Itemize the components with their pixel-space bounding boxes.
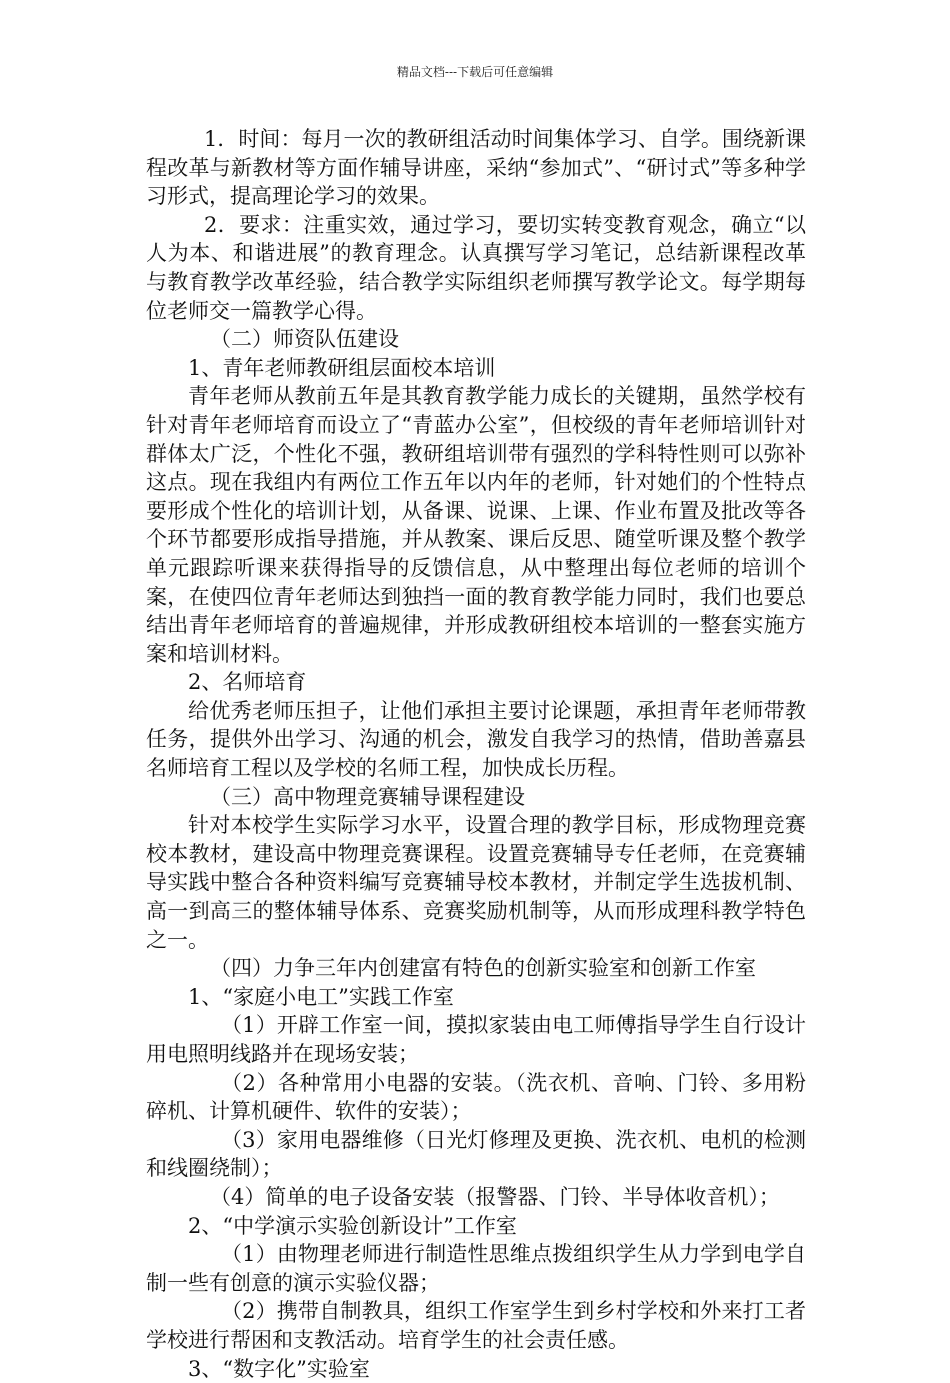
paragraph: （1）由物理老师进行制造性思维点拨组织学生从力学到电学自制一些有创意的演示实验仪器； bbox=[146, 1242, 806, 1295]
paragraph: 2、名师培育 bbox=[188, 670, 307, 695]
page-header: 精品文档---下载后可任意编辑 bbox=[396, 65, 554, 79]
paragraph: 2．要求：注重实效，通过学习，要切实转变教育观念，确立“以人为本、和谐进展”的教育理念。认真撰写学习笔记，总结新课程改革与教育教学改革经验，结合教学实际组织老师撰写教学论文。每学期每位老师交一篇教学心得。 bbox=[146, 212, 806, 323]
paragraph: 1、青年老师教研组层面校本培训 bbox=[188, 355, 496, 380]
paragraph: 3、“数字化”实验室 bbox=[188, 1356, 370, 1381]
paragraph: （1）开辟工作室一间，摸拟家装由电工师傅指导学生自行设计用电照明线路并在现场安装； bbox=[146, 1013, 806, 1066]
paragraph: （4）简单的电子设备安装（报警器、门铃、半导体收音机）； bbox=[210, 1184, 780, 1209]
paragraph: 给优秀老师压担子，让他们承担主要讨论课题，承担青年老师带教任务，提供外出学习、沟通的机会，激发自我学习的热情，借助善嘉县名师培育工程以及学校的名师工程，加快成长历程。 bbox=[146, 698, 806, 781]
paragraph: （三）高中物理竞赛辅导课程建设 bbox=[210, 784, 525, 809]
paragraph: （3）家用电器维修（日光灯修理及更换、洗衣机、电机的检测和线圈绕制）； bbox=[146, 1127, 806, 1181]
paragraph: 1．时间：每月一次的教研组活动时间集体学习、自学。围绕新课程改革与新教材等方面作辅导讲座，采纳“参加式”、“研讨式”等多种学习形式，提高理论学习的效果。 bbox=[146, 127, 806, 209]
paragraph: 1、“家庭小电工”实践工作室 bbox=[188, 984, 454, 1009]
paragraph: 针对本校学生实际学习水平，设置合理的教学目标，形成物理竞赛校本教材，建设高中物理竞赛课程。设置竞赛辅导专任老师，在竞赛辅导实践中整合各种资料编写竞赛辅导校本教材，并制定学生选拔机制、高一到高三的整体辅导体系、竞赛奖励机制等，从而形成理科教学特色之一。 bbox=[146, 813, 806, 952]
paragraph: （2）携带自制教具，组织工作室学生到乡村学校和外来打工者学校进行帮困和支教活动。培育学生的社会责任感。 bbox=[146, 1299, 806, 1352]
document-body bbox=[146, 125, 806, 1383]
paragraph: 青年老师从教前五年是其教育教学能力成长的关键期，虽然学校有针对青年老师培育而设立了“青蓝办公室”，但校级的青年老师培训针对群体太广泛，个性化不强，教研组培训带有强烈的学科特性则可以弥补这点。现在我组内有两位工作五年以内年的老师，针对她们的个性特点要形成个性化的培训计划，从备课、说课、上课、作业布置及批改等各个环节都要形成指导措施，并从教案、课后反思、随堂听课及整个教学单元跟踪听课来获得指导的反馈信息，从中整理出每位老师的培训个案，在使四位青年老师达到独挡一面的教育教学能力同时，我们也要总结出青年老师培育的普遍规律，并形成教研组校本培训的一整套实施方案和培训材料。 bbox=[146, 384, 806, 666]
paragraph: （二）师资队伍建设 bbox=[210, 327, 399, 352]
paragraph: 2、“中学演示实验创新设计”工作室 bbox=[188, 1213, 517, 1238]
paragraph: （2）各种常用小电器的安装。（洗衣机、音响、门铃、多用粉碎机、计算机硬件、软件的安装）； bbox=[146, 1070, 806, 1124]
paragraph: （四）力争三年内创建富有特色的创新实验室和创新工作室 bbox=[210, 956, 756, 981]
